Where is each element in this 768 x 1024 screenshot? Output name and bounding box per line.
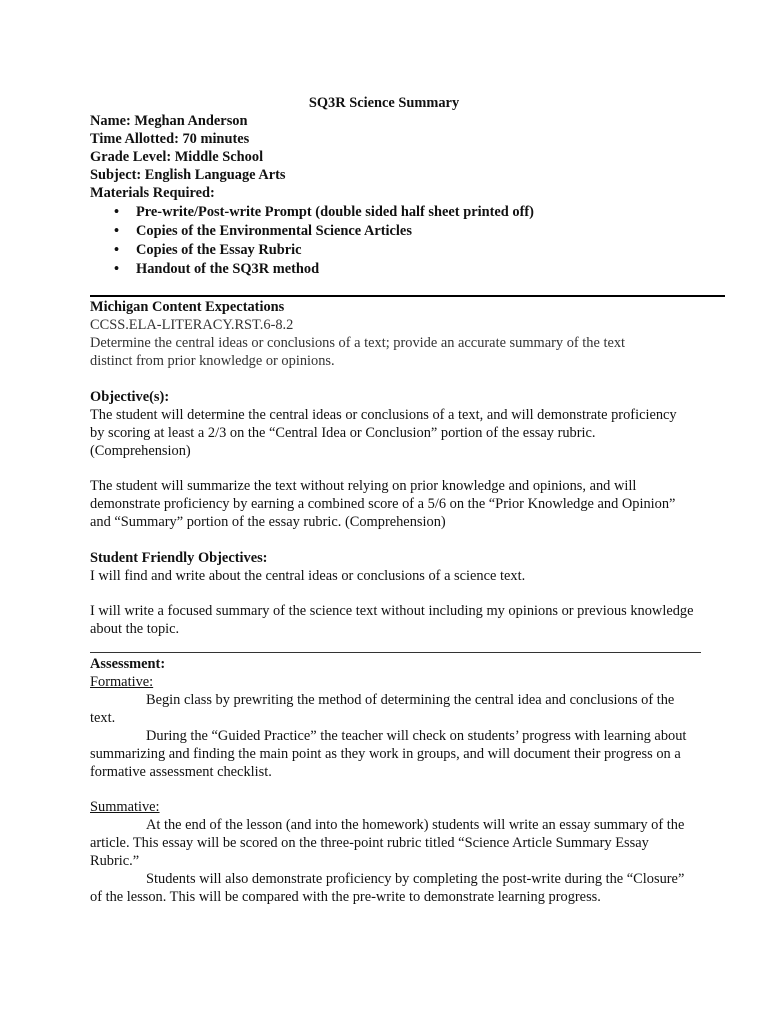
expectations-text-line: distinct from prior knowledge or opinions. (90, 353, 335, 369)
materials-label: Materials Required: (90, 185, 215, 201)
student-objectives-heading: Student Friendly Objectives: (90, 550, 268, 566)
section-divider (90, 652, 701, 653)
bullet-glyph: • (114, 204, 120, 220)
expectations-text-line: Determine the central ideas or conclusions of a text; provide an accurate summary of the text (90, 335, 626, 351)
student-objective-line: about the topic. (90, 621, 180, 637)
objectives-heading: Objective(s): (90, 389, 170, 405)
objective-text-line: demonstrate proficiency by earning a combined score of a 5/6 on the “Prior Knowledge and Opinion” (90, 496, 676, 512)
student-objective-line: I will find and write about the central ideas or conclusions of a science text. (90, 568, 526, 584)
grade-line: Grade Level: Middle School (90, 149, 264, 165)
summative-text-line: of the lesson. This will be compared with the pre-write to demonstrate learning progress. (90, 889, 601, 905)
bullet-glyph: • (114, 223, 120, 239)
student-objective-line: I will write a focused summary of the science text without including my opinions or previous knowledge (90, 603, 694, 619)
objective-text-line: The student will summarize the text without relying on prior knowledge and opinions, and will (90, 478, 637, 494)
summative-text-line: article. This essay will be scored on the three-point rubric titled “Science Article Summary Essay (90, 835, 649, 851)
formative-text-line: summarizing and finding the main point as they work in groups, and will document their progress on a (90, 746, 681, 762)
name-line: Name: Meghan Anderson (90, 113, 248, 129)
objective-text-line: The student will determine the central ideas or conclusions of a text, and will demonstrate proficiency (90, 407, 677, 423)
section-divider (90, 295, 725, 297)
bullet-glyph: • (114, 242, 120, 258)
bullet-glyph: • (114, 261, 120, 277)
assessment-heading: Assessment: (90, 656, 166, 672)
expectations-code: CCSS.ELA-LITERACY.RST.6-8.2 (90, 317, 294, 333)
list-item-text: Handout of the SQ3R method (136, 261, 320, 277)
objective-text-line: and “Summary” portion of the essay rubric. (Comprehension) (90, 514, 446, 530)
summative-text-line: Rubric.” (90, 853, 140, 869)
formative-text-line: Begin class by prewriting the method of determining the central idea and conclusions of the (146, 692, 675, 708)
document-title: SQ3R Science Summary (308, 95, 460, 111)
list-item-text: Copies of the Essay Rubric (136, 242, 302, 258)
list-item-text: Copies of the Environmental Science Articles (136, 223, 412, 239)
summative-text-line: At the end of the lesson (and into the homework) students will write an essay summary of the (146, 817, 685, 833)
formative-text-line: During the “Guided Practice” the teacher will check on students’ progress with learning about (146, 728, 687, 744)
formative-text-line: formative assessment checklist. (90, 764, 272, 780)
time-line: Time Allotted: 70 minutes (90, 131, 250, 147)
subject-line: Subject: English Language Arts (90, 167, 286, 183)
summative-label: Summative: (90, 799, 160, 815)
objective-text-line: (Comprehension) (90, 443, 191, 459)
objective-text-line: by scoring at least a 2/3 on the “Central Idea or Conclusion” portion of the essay rubric. (90, 425, 596, 441)
formative-label: Formative: (90, 674, 154, 690)
summative-text-line: Students will also demonstrate proficiency by completing the post-write during the “Closure” (146, 871, 685, 887)
list-item-text: Pre-write/Post-write Prompt (double sided half sheet printed off) (136, 204, 534, 220)
formative-text-line: text. (90, 710, 116, 726)
expectations-heading: Michigan Content Expectations (90, 299, 285, 315)
